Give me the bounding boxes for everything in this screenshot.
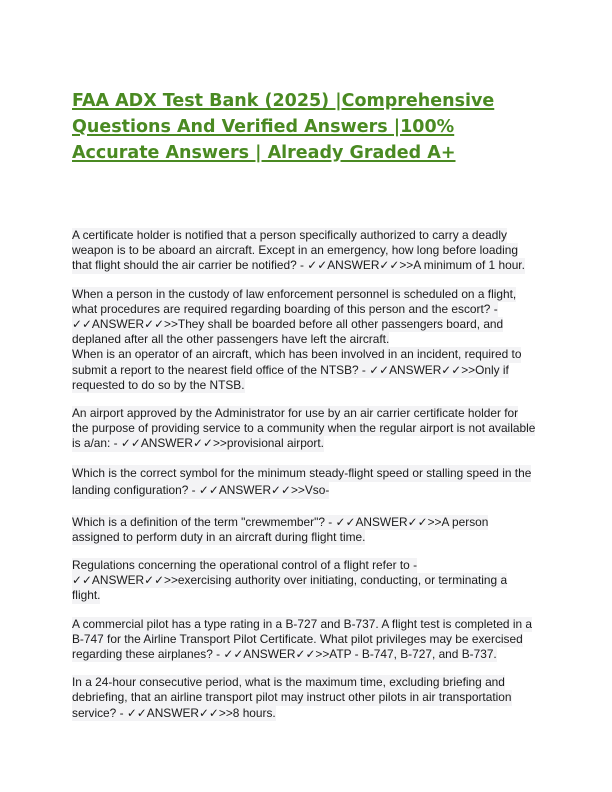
qa-line: is a/an: - ✓✓ANSWER✓✓>>provisional airport. bbox=[72, 436, 324, 451]
qa-line: submit a report to the nearest field office of the NTSB? - ✓✓ANSWER✓✓>>Only if bbox=[72, 362, 509, 377]
qa-line: requested to do so by the NTSB. bbox=[72, 377, 245, 392]
qa-line: deplaned after all the other passengers have left the aircraft. bbox=[72, 332, 390, 347]
qa-line: In a 24-hour consecutive period, what is the maximum time, excluding briefing and bbox=[72, 675, 505, 690]
qa-line: A commercial pilot has a type rating in a B-727 and B-737. A flight test is completed in a bbox=[72, 616, 533, 631]
qa-item-3 bbox=[72, 347, 542, 393]
qa-line: ✓✓ANSWER✓✓>>They shall be boarded before all other passengers board, and bbox=[72, 317, 504, 332]
qa-item-6 bbox=[72, 515, 542, 545]
qa-line: Which is the correct symbol for the minimum steady-flight speed or stalling speed in the bbox=[72, 465, 532, 480]
qa-line: debriefing, that an airline transport pilot may instruct other pilots in air transportation bbox=[72, 690, 512, 705]
qa-line: what procedures are required regarding boarding of this person and the escort? - bbox=[72, 301, 498, 316]
qa-line: When is an operator of an aircraft, which has been involved in an incident, required to bbox=[72, 347, 522, 362]
qa-item-9 bbox=[72, 675, 542, 721]
qa-line: weapon is to be aboard an aircraft. Except in an emergency, how long before loading bbox=[72, 243, 518, 258]
qa-item-1 bbox=[72, 228, 542, 274]
qa-line: ✓✓ANSWER✓✓>>exercising authority over initiating, conducting, or terminating a bbox=[72, 573, 508, 588]
qa-item-2 bbox=[72, 287, 542, 348]
qa-line: B-747 for the Airline Transport Pilot Certificate. What pilot privileges may be exercised bbox=[72, 631, 523, 646]
qa-line: flight. bbox=[72, 588, 101, 603]
qa-line: the purpose of providing service to a community when the regular airport is not available bbox=[72, 421, 536, 436]
qa-item-7 bbox=[72, 558, 542, 604]
document-title: FAA ADX Test Bank (2025) |Comprehensive Questions And Verified Answers |100% Accurate Answers | Already Graded A+ bbox=[72, 91, 495, 163]
qa-line: that flight should the air carrier be notified? - ✓✓ANSWER✓✓>>A minimum of 1 hour. bbox=[72, 258, 525, 273]
qa-item-4 bbox=[72, 406, 542, 452]
qa-item-8 bbox=[72, 617, 542, 663]
qa-line: regarding these airplanes? - ✓✓ANSWER✓✓>>ATP - B-747, B-727, and B-737. bbox=[72, 647, 497, 662]
qa-line: A certificate holder is notified that a person specifically authorized to carry a deadly bbox=[72, 228, 507, 242]
qa-line: service? - ✓✓ANSWER✓✓>>8 hours. bbox=[72, 705, 276, 720]
qa-line: An airport approved by the Administrator for use by an air carrier certificate holder for bbox=[72, 406, 519, 421]
qa-list bbox=[72, 228, 542, 734]
qa-line: Which is a definition of the term "crewmember"? - ✓✓ANSWER✓✓>>A person bbox=[72, 514, 489, 529]
qa-line: When a person in the custody of law enforcement personnel is scheduled on a flight, bbox=[72, 286, 517, 301]
qa-line: landing configuration? - ✓✓ANSWER✓✓>>Vso- bbox=[72, 482, 330, 497]
qa-line: assigned to perform duty in an aircraft during flight time. bbox=[72, 529, 366, 544]
qa-item-5 bbox=[72, 465, 542, 499]
qa-line: Regulations concerning the operational control of a flight refer to - bbox=[72, 558, 418, 573]
